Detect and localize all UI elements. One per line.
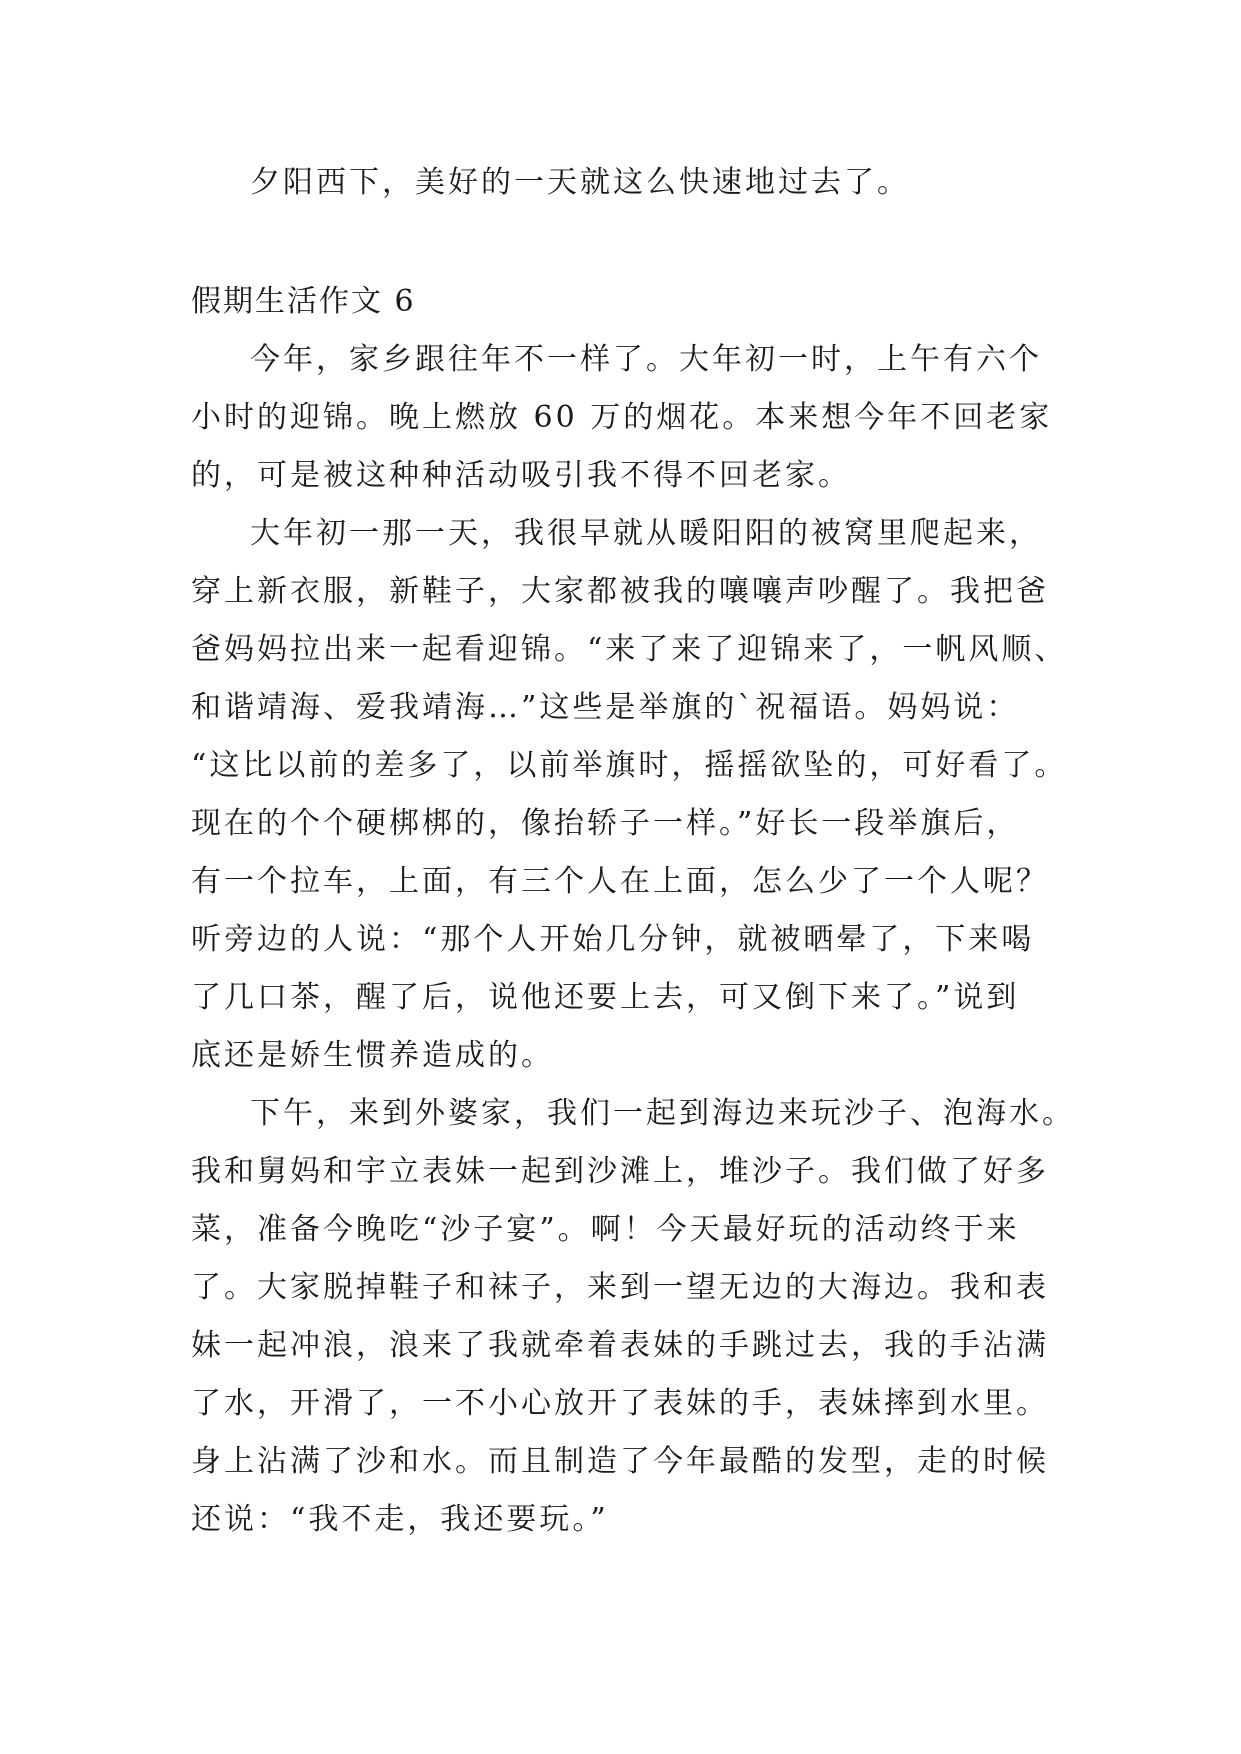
paragraph-line: 现在的个个硬梆梆的，像抬轿子一样。”好长一段举旗后， [191, 806, 1020, 841]
paragraph-line: 爸妈妈拉出来一起看迎锦。“来了来了迎锦来了，一帆风顺、 [191, 632, 1068, 667]
paragraph-line: 今年，家乡跟往年不一样了。大年初一时，上午有六个 [250, 342, 1042, 377]
paragraph-line: 和谐靖海、爱我靖海…”这些是举旗的`祝福语。妈妈说： [191, 690, 1020, 725]
paragraph-line: 身上沾满了沙和水。而且制造了今年最酷的发型，走的时候 [191, 1444, 1049, 1479]
paragraph-line: 小时的迎锦。晚上燃放 60 万的烟花。本来想今年不回老家 [191, 400, 1053, 435]
paragraph-line: 下午，来到外婆家，我们一起到海边来玩沙子、泡海水。 [250, 1096, 1075, 1131]
paragraph-line: 有一个拉车，上面，有三个人在上面，怎么少了一个人呢？ [191, 864, 1049, 899]
paragraph-line: 大年初一那一天，我很早就从暖阳阳的被窝里爬起来， [250, 516, 1042, 551]
paragraph-line: 妹一起冲浪，浪来了我就牵着表妹的手跳过去，我的手沾满 [191, 1328, 1049, 1363]
paragraph-line: 听旁边的人说：“那个人开始几分钟，就被晒晕了，下来喝 [191, 922, 1035, 957]
paragraph-line: “这比以前的差多了，以前举旗时，摇摇欲坠的，可好看了。 [191, 748, 1068, 783]
paragraph-line: 穿上新衣服，新鞋子，大家都被我的嚷嚷声吵醒了。我把爸 [191, 574, 1049, 609]
paragraph-line: 的，可是被这种种活动吸引我不得不回老家。 [191, 458, 851, 493]
intro-line: 夕阳西下，美好的一天就这么快速地过去了。 [250, 165, 910, 200]
paragraph-line: 还说：“我不走，我还要玩。” [191, 1502, 609, 1537]
paragraph-line: 我和舅妈和宇立表妹一起到沙滩上，堆沙子。我们做了好多 [191, 1154, 1049, 1189]
paragraph-line: 底还是娇生惯养造成的。 [191, 1038, 554, 1073]
paragraph-line: 了几口茶，醒了后，说他还要上去，可又倒下来了。”说到 [191, 980, 1020, 1015]
paragraph-line: 了水，开滑了，一不小心放开了表妹的手，表妹摔到水里。 [191, 1386, 1049, 1421]
paragraph-line: 菜，准备今晚吃“沙子宴”。啊！今天最好玩的活动终于来 [191, 1212, 1020, 1247]
paragraph-line: 了。大家脱掉鞋子和袜子，来到一望无边的大海边。我和表 [191, 1270, 1049, 1305]
essay-title: 假期生活作文 6 [191, 284, 416, 319]
